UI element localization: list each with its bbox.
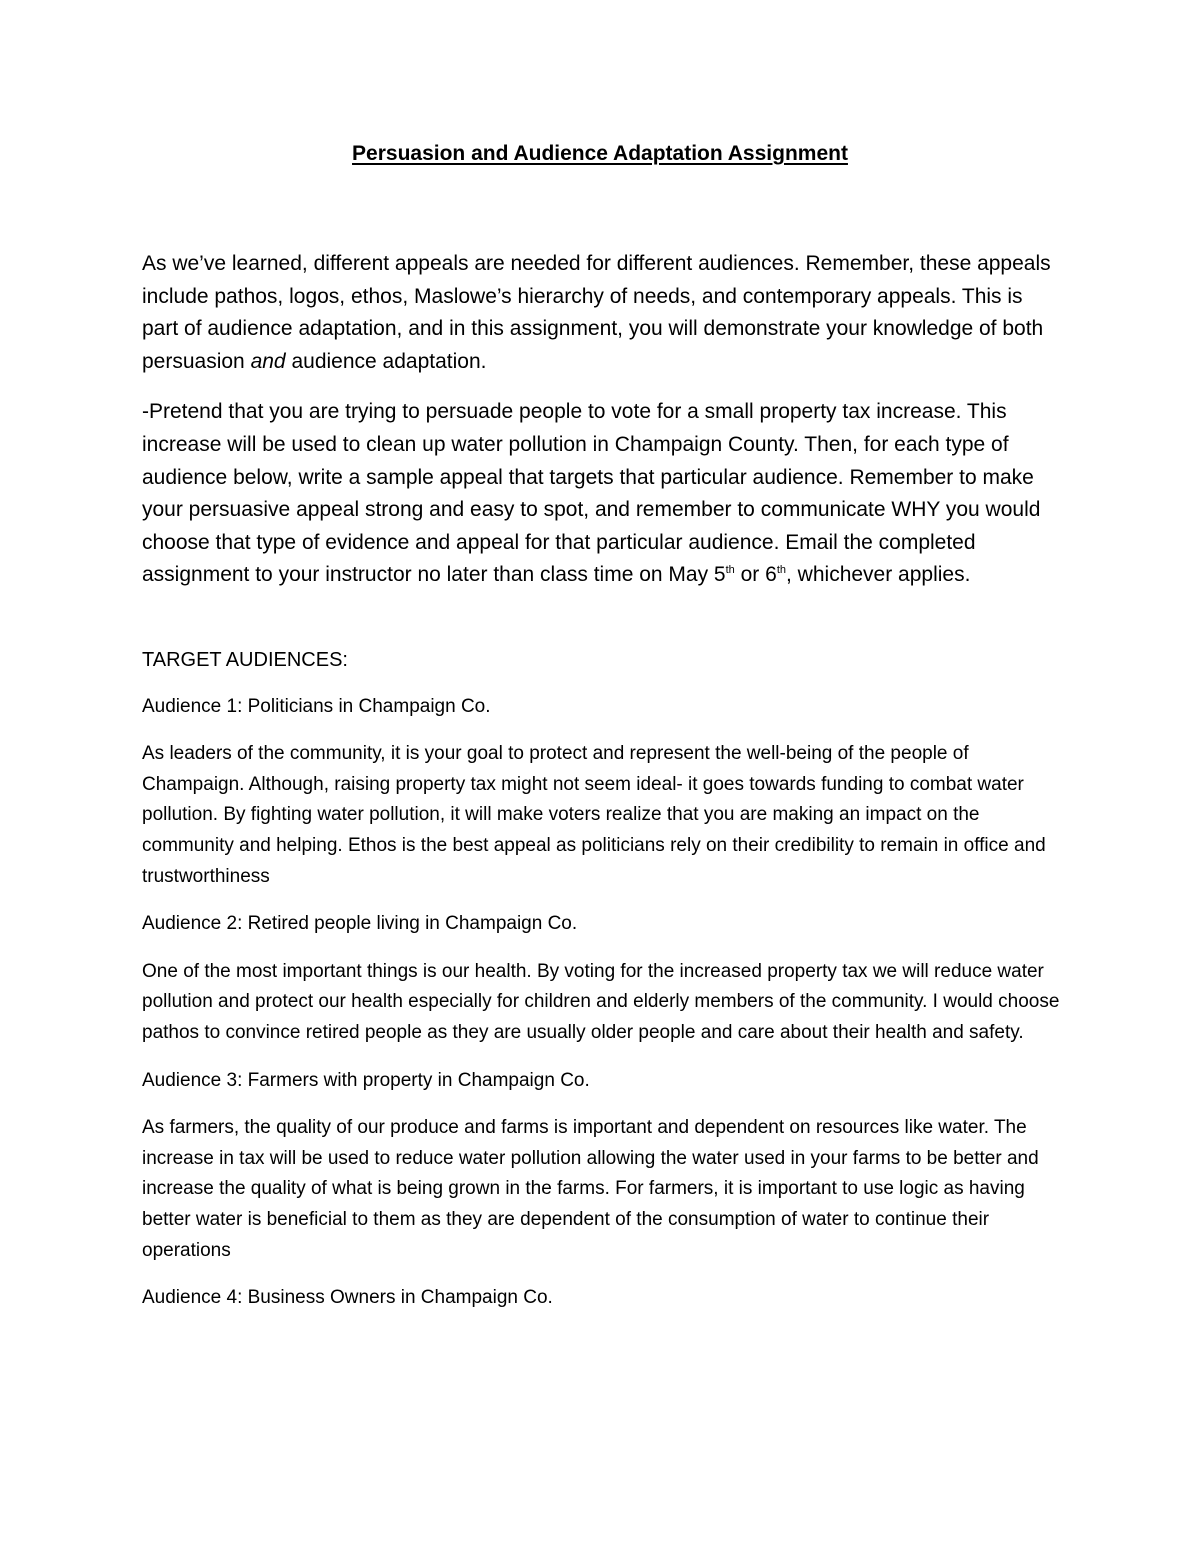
intro-p1-text-end: audience adaptation. (285, 349, 487, 373)
audience-label: Audience 2: Retired people living in Champaign Co. (142, 913, 578, 935)
audience-label: Audience 3: Farmers with property in Champaign Co. (142, 1069, 590, 1091)
intro-paragraph-2 (142, 396, 1062, 592)
intro-p2-text-mid: or 6 (734, 563, 777, 587)
document-title: Persuasion and Audience Adaptation Assignment (352, 142, 848, 165)
audience-label: Audience 4: Business Owners in Champaign Co. (142, 1287, 553, 1309)
intro-section (142, 248, 1062, 610)
ordinal-suffix: th (725, 564, 735, 577)
audience-response: As leaders of the community, it is your goal to protect and represent the well-being of the people of Champaign. Although, raising property tax might not seem ideal- it goes towards funding to combat water pollution. By fighting water pollution, it will make voters realize that you are making an impact on the community and helping. Ethos is the best appeal as politicians rely on their credibility to remain in office and trustworthiness (142, 743, 1046, 887)
intro-p1-emphasis: and (250, 349, 286, 373)
target-audiences-heading: TARGET AUDIENCES: (142, 649, 348, 671)
intro-paragraph-1 (142, 248, 1062, 378)
intro-p1-text: As we’ve learned, different appeals are needed for different audiences. Remember, these appeals include pathos, logos, ethos, Maslowe’s hierarchy of needs, and contemporary appeals. This is part of audience adaptation, and in this assignment, you will demonstrate your knowledge of both persuasion (142, 252, 1051, 373)
audience-response: As farmers, the quality of our produce and farms is important and dependent on resources like water. The increase in tax will be used to reduce water pollution allowing the water used in your farms to be better and increase the quality of what is being grown in the farms. For farmers, it is important to use logic as having better water is beneficial to them as they are dependent of the consumption of water to continue their operations (142, 1117, 1039, 1261)
ordinal-suffix: th (776, 564, 787, 577)
intro-p2-text-end: , whichever applies. (786, 563, 971, 587)
audience-label: Audience 1: Politicians in Champaign Co. (142, 695, 491, 717)
intro-p2-text: -Pretend that you are trying to persuade people to vote for a small property tax increase. This increase will be used to clean up water pollution in Champaign County. Then, for each type of audience below, write a sample appeal that targets that particular audience. Remember to make your persuasive appeal strong and easy to spot, and remember to communicate WHY you would choose that type of evidence and appeal for that particular audience. Email the completed assignment to your instructor no later than class time on May 5 (142, 400, 1041, 587)
audience-response: One of the most important things is our health. By voting for the increased property tax we will reduce water pollution and protect our health especially for children and elderly members of the community. I would choose pathos to convince retired people as they are usually older people and care about their health and safety. (142, 960, 1060, 1043)
audiences-section (142, 645, 1062, 1331)
